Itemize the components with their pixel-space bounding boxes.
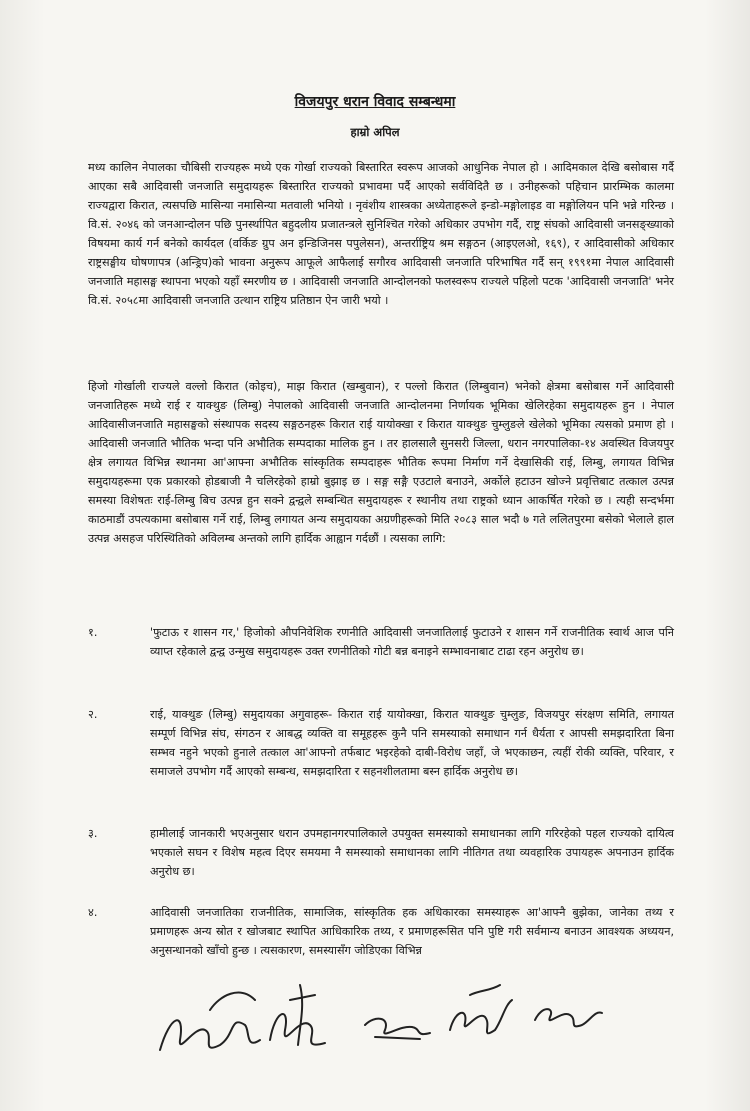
appeal-item-text: हामीलाई जानकारी भएअनुसार धरान उपमहानगरपालिकाले उपयुक्त समस्याको समाधानका लागि गरिरहेको पहल राज्यको दायित्व भएकाले सघन र विशेष महत्व दिएर समयमा नै समस्याको समाधानका लागि नीतिगत तथा व्यवहारिक उपायहरू अपनाउन हार्दिक अनुरोध छ। <box>150 827 674 878</box>
appeal-item-number: ४. <box>88 906 98 919</box>
signatures-graphic <box>150 955 620 1075</box>
appeal-item-text: राई, याक्थुङ (लिम्बु) समुदायका अगुवाहरू- किरात राई यायोक्खा, किरात याक्थुङ चुम्लुङ, विजयपुर संरक्षण समिति, लगायत सम्पूर्ण विभिन्न संघ, संगठन र आबद्ध व्यक्ति वा समूहहरू कुनै पनि समस्याको समाधान गर्न धैर्यता र आपसी समझदारिता बिना सम्भव नहुने भएको हुनाले तत्काल आ'आफ्नो तर्फबाट भइरहेको दाबी-विरोध जहाँ, जे भएकाछन, त्यहीं रोकी व्यक्ति, परिवार, र समाजले उपभोग गर्दै आएको सम्बन्ध, समझदारिता र सहनशीलतामा बस्न हार्दिक अनुरोध छ। <box>150 708 674 778</box>
document-subtitle: हाम्रो अपिल <box>350 125 400 139</box>
paragraph-context: हिजो गोर्खाली राज्यले वल्लो किरात (कोइच), माझ किरात (खम्बुवान), र पल्लो किरात (लिम्बुवान) भनेको क्षेत्रमा बसोबास गर्ने आदिवासी जनजातिहरू मध्ये राई र याक्थुङ (लिम्बु) नेपालको आदिवासी जनजाति आन्दोलनमा निर्णायक भूमिका खेलिरहेका समुदायहरू हुन । नेपाल आदिवासीजनजाति महासङ्घको संस्थापक सदस्य सङ्गठनहरू किरात राई यायोक्खा र किरात याक्थुङ चुम्लुङले खेलेको भूमिका त्यसको प्रमाण हो । आदिवासी जनजाति भौतिक भन्दा पनि अभौतिक सम्पदाका मालिक हुन । तर हालसालै सुनसरी जिल्ला, धरान नगरपालिका-१४ अवस्थित विजयपुर क्षेत्र लगायत विभिन्न स्थानमा आ'आफ्ना अभौतिक सांस्कृतिक सम्पदाहरू भौतिक रूपमा निर्माण गर्ने देखासिकी राई, लिम्बु, लगायत विभिन्न समुदायहरूमा एक प्रकारको होडबाजी नै चलिरहेको हाम्रो बुझाइ छ । सङ्ग सङ्गै एउटाले बनाउने, अर्कोले हटाउन खोज्ने प्रवृत्तिबाट तत्काल उत्पन्न समस्या विशेषतः राई-लिम्बु बिच उत्पन्न हुन सक्ने द्वन्द्वले सम्बन्धित समुदायहरू र स्थानीय तथा राष्ट्रको ध्यान आकर्षित गरेको छ । त्यही सन्दर्भमा काठमाडौं उपत्यकामा बसोबास गर्ने राई, लिम्बु लगायत अन्य समुदायका अग्रणीहरूको मिति २०८३ साल भदौ ७ गते ललितपुरमा बसेको भेलाले हाल उत्पन्न असहज परिस्थितिको अविलम्ब अन्तको लागि हार्दिक आह्वान गर्दछौं । त्यसका लागि: <box>88 380 674 545</box>
appeal-item-text: आदिवासी जनजातिका राजनीतिक, सामाजिक, सांस्कृतिक हक अधिकारका समस्याहरू आ'आफ्नै बुझेका, जानेका तथ्य र प्रमाणहरू अन्य स्रोत र खोजबाट स्थापित आधिकारिक तथ्य, र प्रमाणहरूसित पनि पुष्टि गरी सर्वमान्य बनाउन आवश्यक अध्ययन, अनुसन्धानको खाँचो हुन्छ । त्यसकारण, समस्यासँग जोडिएका विभिन्न <box>150 906 674 957</box>
appeal-item-text: 'फुटाऊ र शासन गर,' हिजोको औपनिवेशिक रणनीति आदिवासी जनजातिलाई फुटाउने र शासन गर्ने राजनीतिक स्वार्थ आज पनि व्याप्त रहेकाले द्वन्द्व उन्मुख समुदायहरू उक्त रणनीतिको गोटी बन्न बनाइने सम्भावनाबाट टाढा रहन अनुरोध छ। <box>150 626 674 658</box>
signature-2 <box>270 985 325 1045</box>
appeal-item-number: ३. <box>88 827 98 840</box>
signature-1 <box>160 993 260 1050</box>
signature-4 <box>450 985 512 1033</box>
signature-3 <box>365 1019 430 1039</box>
document-title: विजयपुर धरान विवाद सम्बन्धमा <box>294 94 456 110</box>
appeal-item-number: १. <box>88 626 98 639</box>
paragraph-intro: मध्य कालिन नेपालका चौबिसी राज्यहरू मध्ये एक गोर्खा राज्यको बिस्तारित स्वरूप आजको आधुनिक नेपाल हो । आदिमकाल देखि बसोबास गर्दै आएका सबै आदिवासी जनजाति समुदायहरू बिस्तारित राज्यको प्रभावमा पर्दै आएको सर्वविदितै छ । उनीहरूको पहिचान प्रारम्भिक कालमा राज्यद्वारा किरात, त्यसपछि मासिन्या नमासिन्या मतवाली भनियो । नृवंशीय शास्त्रका अध्येताहरूले इन्डो-मङ्गोलाइड वा मङ्गोलियन पनि भन्ने गरिन्छ । वि.सं. २०४६ को जनआन्दोलन पछि पुनर्स्थापित बहुदलीय प्रजातन्त्रले सुनिश्चित गरेको अधिकार उपभोग गर्दै, राष्ट्र संघको आदिवासी जनसङ्ख्याको विषयमा कार्य गर्न बनेको कार्यदल (वर्किङ ग्रुप अन इन्डिजिनस पपुलेसन), अन्तर्राष्ट्रिय श्रम सङ्गठन (आइएलओ, १६९), र आदिवासीको अधिकार राष्ट्रसङ्घीय घोषणापत्र (अन्ड्रिप)को भावना अनुरूप आफूले आफैलाई सगौरव आदिवासी जनजाति परिभाषित गर्दै सन् १९९१मा नेपाल आदिवासी जनजाति महासङ्घ स्थापना भएको यहाँ स्मरणीय छ । आदिवासी जनजाति आन्दोलनको फलस्वरूप राज्यले पहिलो पटक 'आदिवासी जनजाति' भनेर वि.सं. २०५८मा आदिवासी जनजाति उत्थान राष्ट्रिय प्रतिष्ठान ऐन जारी भयो । <box>88 161 674 307</box>
signature-5 <box>535 1009 602 1026</box>
appeal-item-number: २. <box>88 708 98 721</box>
signatures <box>150 955 620 1075</box>
